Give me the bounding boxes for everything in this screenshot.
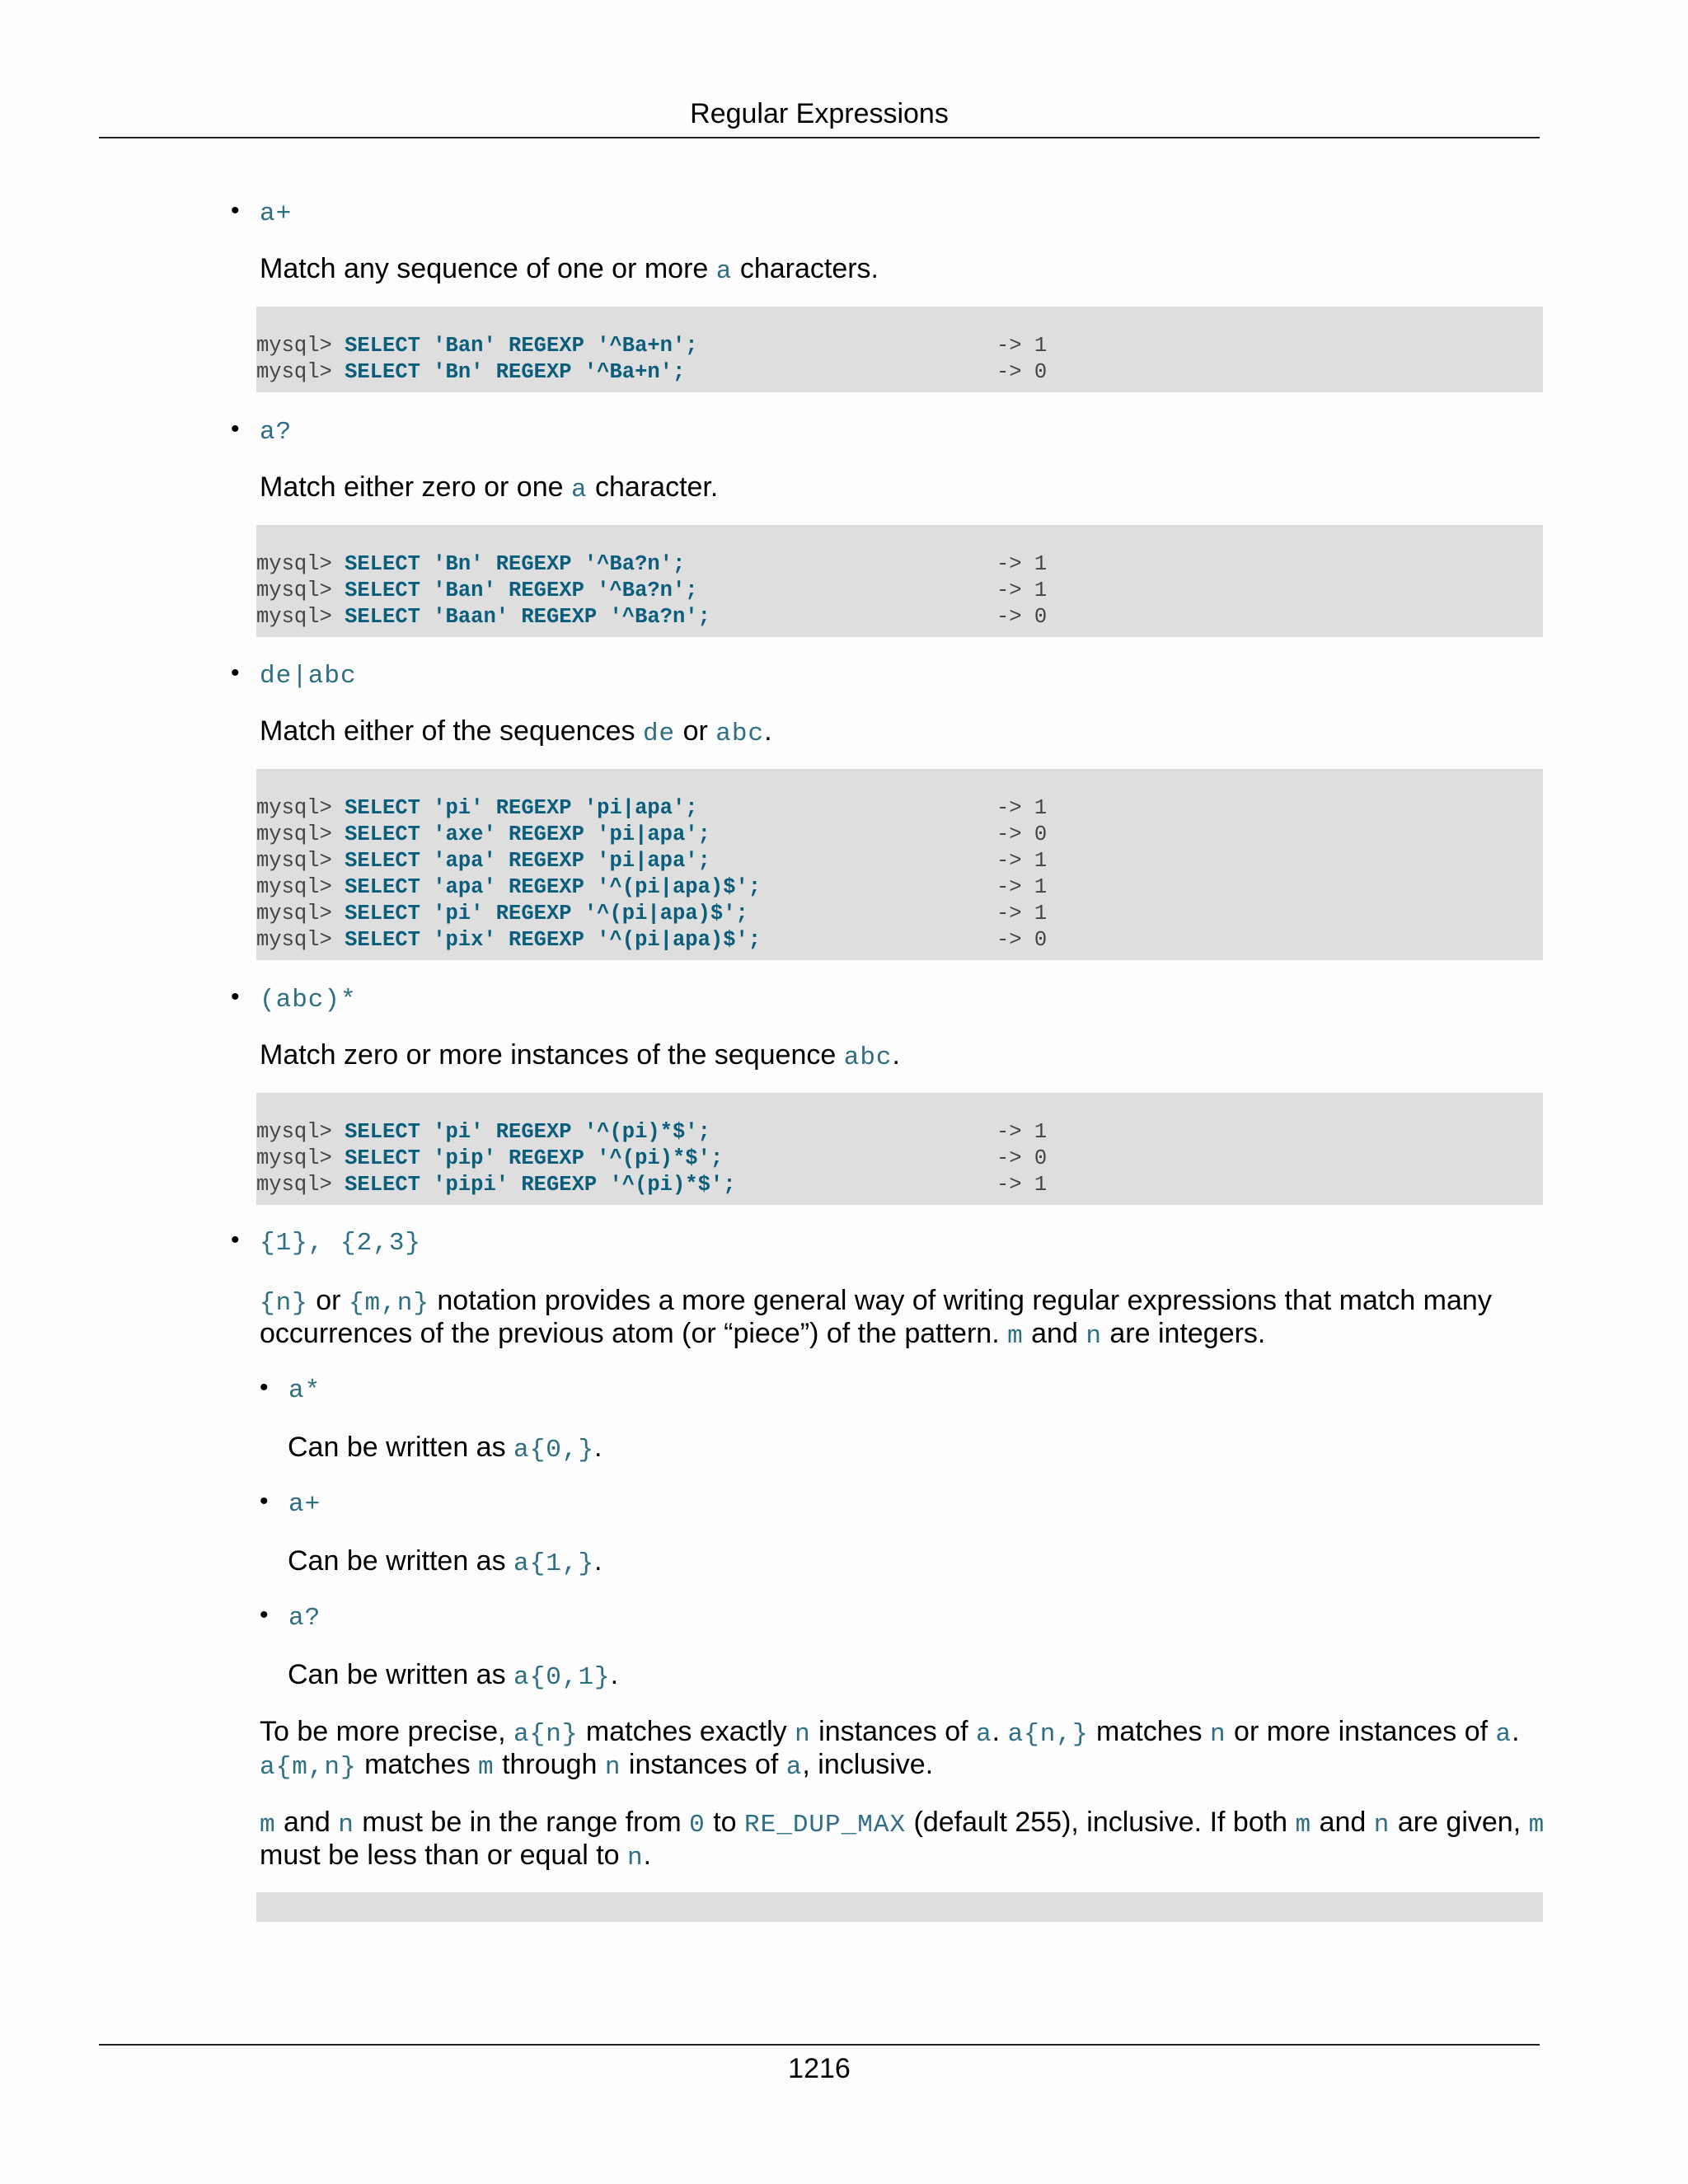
- bullet-marker: •: [231, 415, 240, 443]
- inline-code: a{0,}: [513, 1436, 595, 1465]
- inline-code: a: [1495, 1720, 1512, 1749]
- code-line: [256, 795, 1543, 822]
- code-line: [256, 551, 1543, 578]
- code-result: -> 1: [996, 1120, 1048, 1144]
- inline-code: n: [338, 1811, 354, 1840]
- code-prompt: mysql>: [256, 823, 345, 846]
- code-sql: SELECT 'pix' REGEXP '^(pi|apa)$';: [345, 928, 762, 952]
- code-line: [256, 1146, 1543, 1172]
- code-sql: SELECT 'Ban' REGEXP '^Ba+n';: [345, 334, 698, 358]
- inline-code: m: [478, 1753, 495, 1782]
- inline-code: n: [1085, 1322, 1102, 1351]
- inline-code: a{0,1}: [513, 1663, 611, 1692]
- code-prompt: mysql>: [256, 1120, 345, 1144]
- code-line: [256, 901, 1543, 927]
- code-line: [256, 1119, 1543, 1146]
- code-line: [256, 822, 1543, 848]
- code-prompt: mysql>: [256, 334, 345, 358]
- inline-code: RE_DUP_MAX: [744, 1811, 907, 1840]
- code-result: -> 0: [996, 360, 1048, 384]
- code-result: -> 1: [996, 334, 1048, 358]
- bullet-term: de|abc: [260, 662, 357, 691]
- page-header-title: Regular Expressions: [690, 98, 949, 129]
- code-sql: SELECT 'Bn' REGEXP '^Ba?n';: [345, 552, 686, 576]
- inline-code: m: [1295, 1811, 1312, 1840]
- precise-line: a{m,n} matches m through n instances of a, inclusive.: [260, 1749, 934, 1782]
- inline-code: m: [260, 1811, 276, 1840]
- inline-code: n: [627, 1844, 644, 1872]
- bullet-marker: •: [231, 1226, 240, 1254]
- inline-code: abc: [843, 1043, 893, 1072]
- inline-code: a{n,}: [1007, 1720, 1089, 1749]
- code-prompt: mysql>: [256, 552, 345, 576]
- header-rule: [99, 137, 1540, 138]
- range-line: m and n must be in the range from 0 to RE_DUP_MAX (default 255), inclusive. If both m and n are given, m: [260, 1807, 1545, 1840]
- code-line: [256, 848, 1543, 874]
- inline-code: {m,n}: [348, 1289, 429, 1318]
- inline-code: a: [976, 1720, 992, 1749]
- code-line: [256, 359, 1543, 386]
- bullet-term: (abc)*: [260, 986, 357, 1015]
- code-result: -> 1: [996, 849, 1048, 873]
- inline-code: 0: [689, 1811, 706, 1840]
- inline-code: a: [715, 257, 733, 286]
- code-prompt: mysql>: [256, 605, 345, 629]
- repetition-intro-line: {n} or {m,n} notation provides a more general way of writing regular expressions that match many: [260, 1285, 1492, 1318]
- code-sql: SELECT 'pi' REGEXP '^(pi)*$';: [345, 1120, 710, 1144]
- code-line: [256, 578, 1543, 604]
- bullet-term: a?: [260, 418, 293, 447]
- inline-code: a{1,}: [513, 1549, 595, 1578]
- footer-rule: [99, 2044, 1540, 2046]
- code-result: -> 1: [996, 902, 1048, 926]
- code-prompt: mysql>: [256, 579, 345, 602]
- code-line: [256, 874, 1543, 901]
- inline-code: a: [570, 476, 588, 504]
- code-sql: SELECT 'apa' REGEXP 'pi|apa';: [345, 849, 710, 873]
- bullet-marker: •: [260, 1488, 269, 1515]
- code-result: -> 0: [996, 1146, 1048, 1170]
- inline-code: abc: [715, 719, 765, 748]
- range-line: must be less than or equal to n.: [260, 1840, 652, 1872]
- page-number: 1216: [788, 2053, 851, 2084]
- code-result: -> 1: [996, 1173, 1048, 1197]
- code-prompt: mysql>: [256, 902, 345, 926]
- code-prompt: mysql>: [256, 849, 345, 873]
- code-prompt: mysql>: [256, 360, 345, 384]
- inline-code: a{n}: [513, 1720, 579, 1749]
- code-sql: SELECT 'axe' REGEXP 'pi|apa';: [345, 823, 710, 846]
- item-description: Match either of the sequences de or abc.: [260, 715, 772, 748]
- repetition-intro-line: occurrences of the previous atom (or “piece”) of the pattern. m and n are integers.: [260, 1318, 1266, 1351]
- code-example: [256, 525, 1543, 637]
- bullet-term: {1}, {2,3}: [260, 1229, 422, 1258]
- code-sql: SELECT 'apa' REGEXP '^(pi|apa)$';: [345, 875, 762, 899]
- bullet-marker: •: [231, 983, 240, 1010]
- bullet-marker: •: [260, 1601, 269, 1629]
- sub-item-description: Can be written as a{1,}.: [288, 1545, 603, 1578]
- item-description: Match either zero or one a character.: [260, 471, 719, 504]
- inline-code: n: [604, 1753, 621, 1782]
- code-sql: SELECT 'pi' REGEXP '^(pi|apa)$';: [345, 902, 748, 926]
- code-prompt: mysql>: [256, 1146, 345, 1170]
- item-description: Match any sequence of one or more a characters.: [260, 253, 879, 286]
- code-prompt: mysql>: [256, 875, 345, 899]
- code-prompt: mysql>: [256, 796, 345, 820]
- code-sql: SELECT 'pi' REGEXP 'pi|apa';: [345, 796, 698, 820]
- inline-code: a: [785, 1753, 803, 1782]
- bullet-marker: •: [260, 1374, 269, 1401]
- inline-code: m: [1007, 1322, 1024, 1351]
- precise-line: To be more precise, a{n} matches exactly n instances of a. a{n,} matches n or more instances of a.: [260, 1716, 1520, 1749]
- code-prompt: mysql>: [256, 1173, 345, 1197]
- bullet-marker: •: [231, 659, 240, 687]
- sub-item-description: Can be written as a{0,}.: [288, 1432, 603, 1465]
- code-sql: SELECT 'Bn' REGEXP '^Ba+n';: [345, 360, 686, 384]
- code-result: -> 1: [996, 875, 1048, 899]
- inline-code: n: [795, 1720, 811, 1749]
- code-line: [256, 927, 1543, 954]
- code-result: -> 1: [996, 796, 1048, 820]
- code-prompt: mysql>: [256, 928, 345, 952]
- inline-code: a{m,n}: [260, 1753, 357, 1782]
- bullet-term: a+: [260, 199, 293, 228]
- code-example: [256, 769, 1543, 960]
- item-description: Match zero or more instances of the sequence abc.: [260, 1039, 900, 1072]
- code-sql: SELECT 'Baan' REGEXP '^Ba?n';: [345, 605, 710, 629]
- bullet-marker: •: [231, 197, 240, 224]
- sub-bullet-term: a*: [288, 1376, 321, 1405]
- code-result: -> 1: [996, 552, 1048, 576]
- sub-item-description: Can be written as a{0,1}.: [288, 1659, 619, 1692]
- inline-code: m: [1528, 1811, 1545, 1840]
- code-result: -> 0: [996, 928, 1048, 952]
- code-result: -> 1: [996, 579, 1048, 602]
- code-result: -> 0: [996, 823, 1048, 846]
- code-sql: SELECT 'pipi' REGEXP '^(pi)*$';: [345, 1173, 736, 1197]
- code-example-continued: [256, 1892, 1543, 1922]
- code-line: [256, 333, 1543, 359]
- code-result: -> 0: [996, 605, 1048, 629]
- sub-bullet-term: a?: [288, 1604, 321, 1633]
- code-line: [256, 604, 1543, 630]
- inline-code: {n}: [260, 1289, 308, 1318]
- code-example: [256, 307, 1543, 392]
- code-sql: SELECT 'Ban' REGEXP '^Ba?n';: [345, 579, 698, 602]
- inline-code: n: [1373, 1811, 1390, 1840]
- inline-code: n: [1209, 1720, 1226, 1749]
- inline-code: de: [642, 719, 676, 748]
- code-line: [256, 1172, 1543, 1198]
- code-example: [256, 1093, 1543, 1205]
- sub-bullet-term: a+: [288, 1490, 321, 1519]
- code-sql: SELECT 'pip' REGEXP '^(pi)*$';: [345, 1146, 724, 1170]
